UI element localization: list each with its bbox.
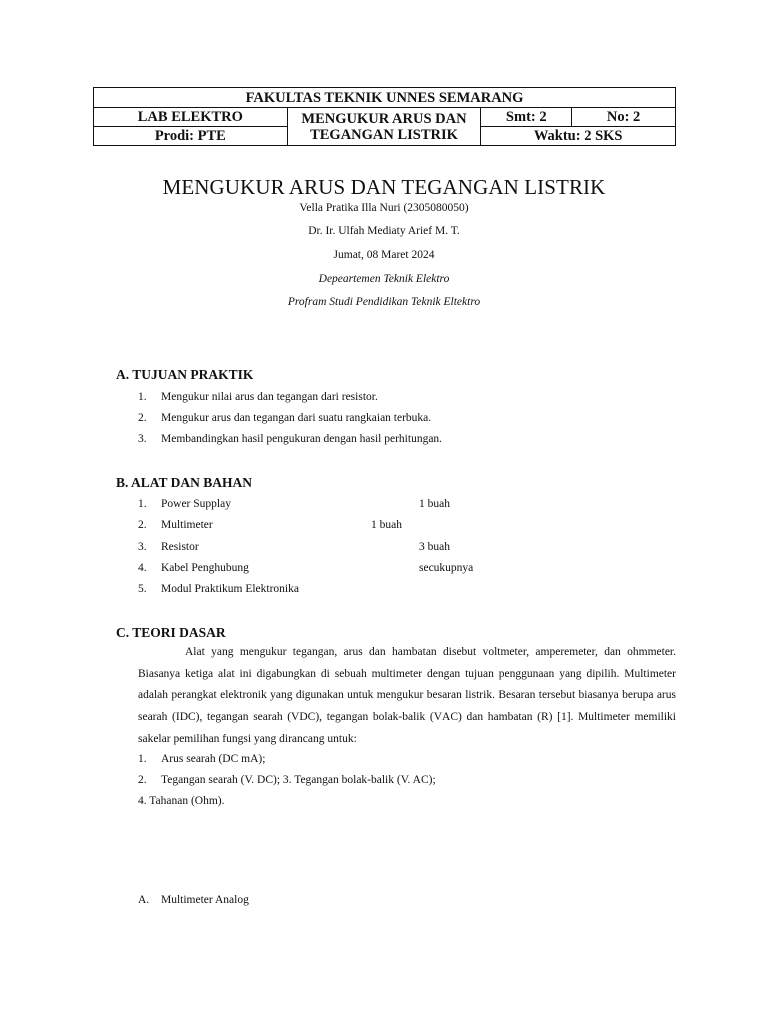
header-topic-line2: TEGANGAN LISTRIK <box>310 126 458 143</box>
section-teori-heading: C. TEORI DASAR <box>116 625 226 640</box>
subsection-number: A. <box>138 894 150 906</box>
tujuan-item-text: Membandingkan hasil pengukuran dengan hasil perhitungan. <box>161 433 443 445</box>
subscript-vdc: DC <box>299 711 316 724</box>
alat-item-qty: 1 buah <box>371 519 402 531</box>
header-faculty: FAKULTAS TEKNIK UNNES SEMARANG <box>94 88 676 108</box>
alat-item-number: 5. <box>138 583 147 595</box>
alat-item-number: 3. <box>138 541 147 553</box>
tujuan-item-number: 2. <box>138 412 147 424</box>
teori-list-number: 1. <box>138 753 147 765</box>
alat-item-name: Modul Praktikum Elektronika <box>161 583 299 595</box>
alat-item-number: 1. <box>138 498 147 510</box>
alat-item-name: Multimeter <box>161 519 213 531</box>
teori-text-d: ) dan hambatan (R) [1]. Multimeter memiliki sakelar pemilihan fungsi yang dirancang untuk: <box>138 711 676 745</box>
alat-item-name: Power Supplay <box>161 498 231 510</box>
tujuan-item-text: Mengukur nilai arus dan tegangan dari resistor. <box>161 391 378 403</box>
teori-text-b: ), tegangan searah (V <box>195 711 300 724</box>
alat-item-qty: secukupnya <box>419 562 474 574</box>
subscript-vac: AC <box>442 711 459 724</box>
section-alat-heading: B. ALAT DAN BAHAN <box>116 475 253 490</box>
alat-item-qty: 1 buah <box>419 498 450 510</box>
alat-item-number: 4. <box>138 562 147 574</box>
header-prodi: Prodi: PTE <box>94 127 288 146</box>
date-line: Jumat, 08 Maret 2024 <box>333 249 435 261</box>
header-topic-line1: MENGUKUR ARUS DAN <box>301 110 467 127</box>
teori-list-text: Arus searah (DC mA); <box>161 753 266 765</box>
department-line: Depeartemen Teknik Elektro <box>318 273 450 285</box>
teori-paragraph <box>138 642 676 751</box>
teori-list-text: Tegangan searah (V. DC); 3. Tegangan bolak-balik (V. AC); <box>161 774 436 786</box>
lecturer-line: Dr. Ir. Ulfah Mediaty Arief M. T. <box>308 225 460 237</box>
header-waktu: Waktu: 2 SKS <box>481 127 676 146</box>
teori-text-a: Alat yang mengukur tegangan, arus dan hambatan disebut voltmeter, amperemeter, dan ohmmeter. Biasanya ketiga alat ini digabungkan di sebuah multimeter dengan tujuan penggunaan yang dipilih. Multimeter adalah perangkat elektronik yang digunakan untuk mengukur besaran listrik. Besaran tersebut biasanya berupa arus searah (I <box>138 646 676 724</box>
program-line: Profram Studi Pendidikan Teknik Eltektro <box>287 296 481 308</box>
tujuan-item-number: 1. <box>138 391 147 403</box>
header-lab: LAB ELEKTRO <box>94 108 288 127</box>
tujuan-item-number: 3. <box>138 433 147 445</box>
alat-item-qty: 3 buah <box>419 541 450 553</box>
header-smt: Smt: 2 <box>481 108 572 127</box>
alat-item-name: Resistor <box>161 541 199 553</box>
author-line: Vella Pratika Illa Nuri (2305080050) <box>299 202 469 214</box>
subsection-title: Multimeter Analog <box>161 894 249 906</box>
alat-item-number: 2. <box>138 519 147 531</box>
header-table <box>93 87 676 146</box>
teori-text-c: ), tegangan bolak-balik (V <box>315 711 443 724</box>
section-tujuan-heading: A. TUJUAN PRAKTIK <box>116 367 254 382</box>
alat-item-name: Kabel Penghubung <box>161 562 249 574</box>
teori-list-text: 4. Tahanan (Ohm). <box>138 795 225 807</box>
teori-list-number: 2. <box>138 774 147 786</box>
document-title: MENGUKUR ARUS DAN TEGANGAN LISTRIK <box>162 175 606 199</box>
header-topic <box>287 108 481 146</box>
tujuan-item-text: Mengukur arus dan tegangan dari suatu rangkaian terbuka. <box>161 412 432 424</box>
subscript-idc: DC <box>179 711 196 724</box>
header-no: No: 2 <box>572 108 676 127</box>
